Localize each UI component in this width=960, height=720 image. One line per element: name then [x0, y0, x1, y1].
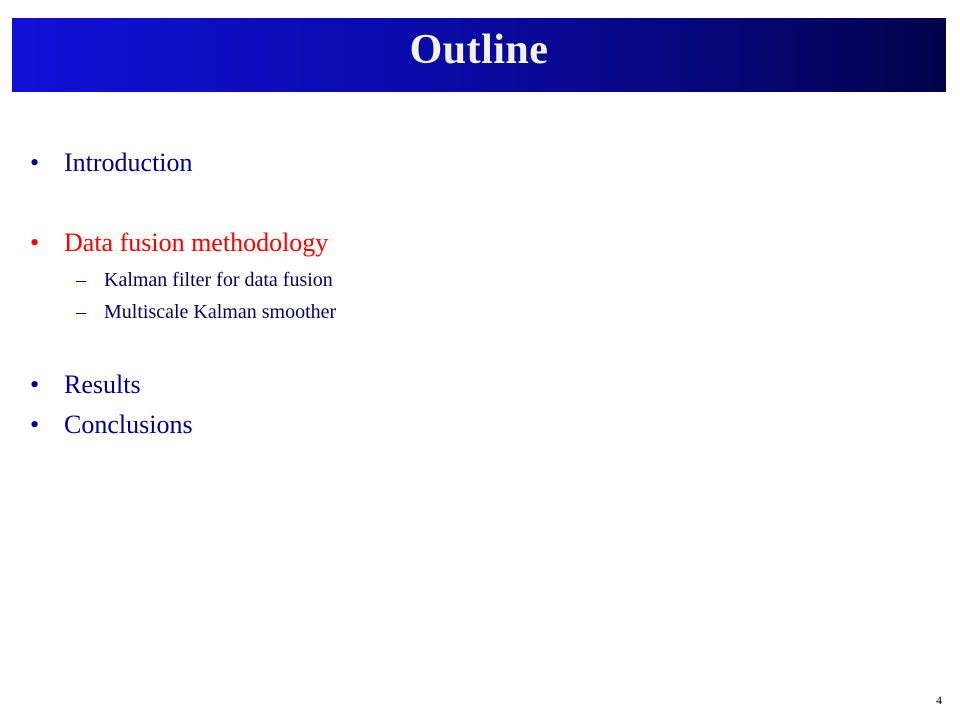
title-bar — [12, 18, 946, 92]
outline-item-label: Data fusion methodology — [64, 228, 329, 257]
outline-item-results — [30, 370, 141, 400]
bullet-icon: • — [30, 148, 40, 177]
slide-title: Outline — [409, 27, 549, 73]
outline-item-data-fusion-methodology — [30, 228, 328, 258]
bullet-icon: • — [30, 370, 40, 399]
bullet-icon: • — [30, 228, 40, 257]
outline-subitem-label: Multiscale Kalman smoother — [104, 301, 337, 323]
outline-subitem-multiscale-kalman-smoother — [76, 300, 336, 324]
bullet-icon: • — [30, 410, 40, 439]
outline-subitem-label: Kalman filter for data fusion — [104, 269, 333, 291]
outline-subitem-kalman-filter — [76, 268, 333, 292]
page-number: 4 — [936, 693, 942, 707]
outline-item-introduction — [30, 148, 193, 178]
dash-icon: – — [76, 301, 86, 323]
outline-item-label: Results — [64, 370, 141, 399]
outline-item-conclusions — [30, 410, 193, 440]
outline-item-label: Introduction — [64, 148, 193, 177]
dash-icon: – — [76, 269, 86, 291]
outline-item-label: Conclusions — [64, 410, 193, 439]
